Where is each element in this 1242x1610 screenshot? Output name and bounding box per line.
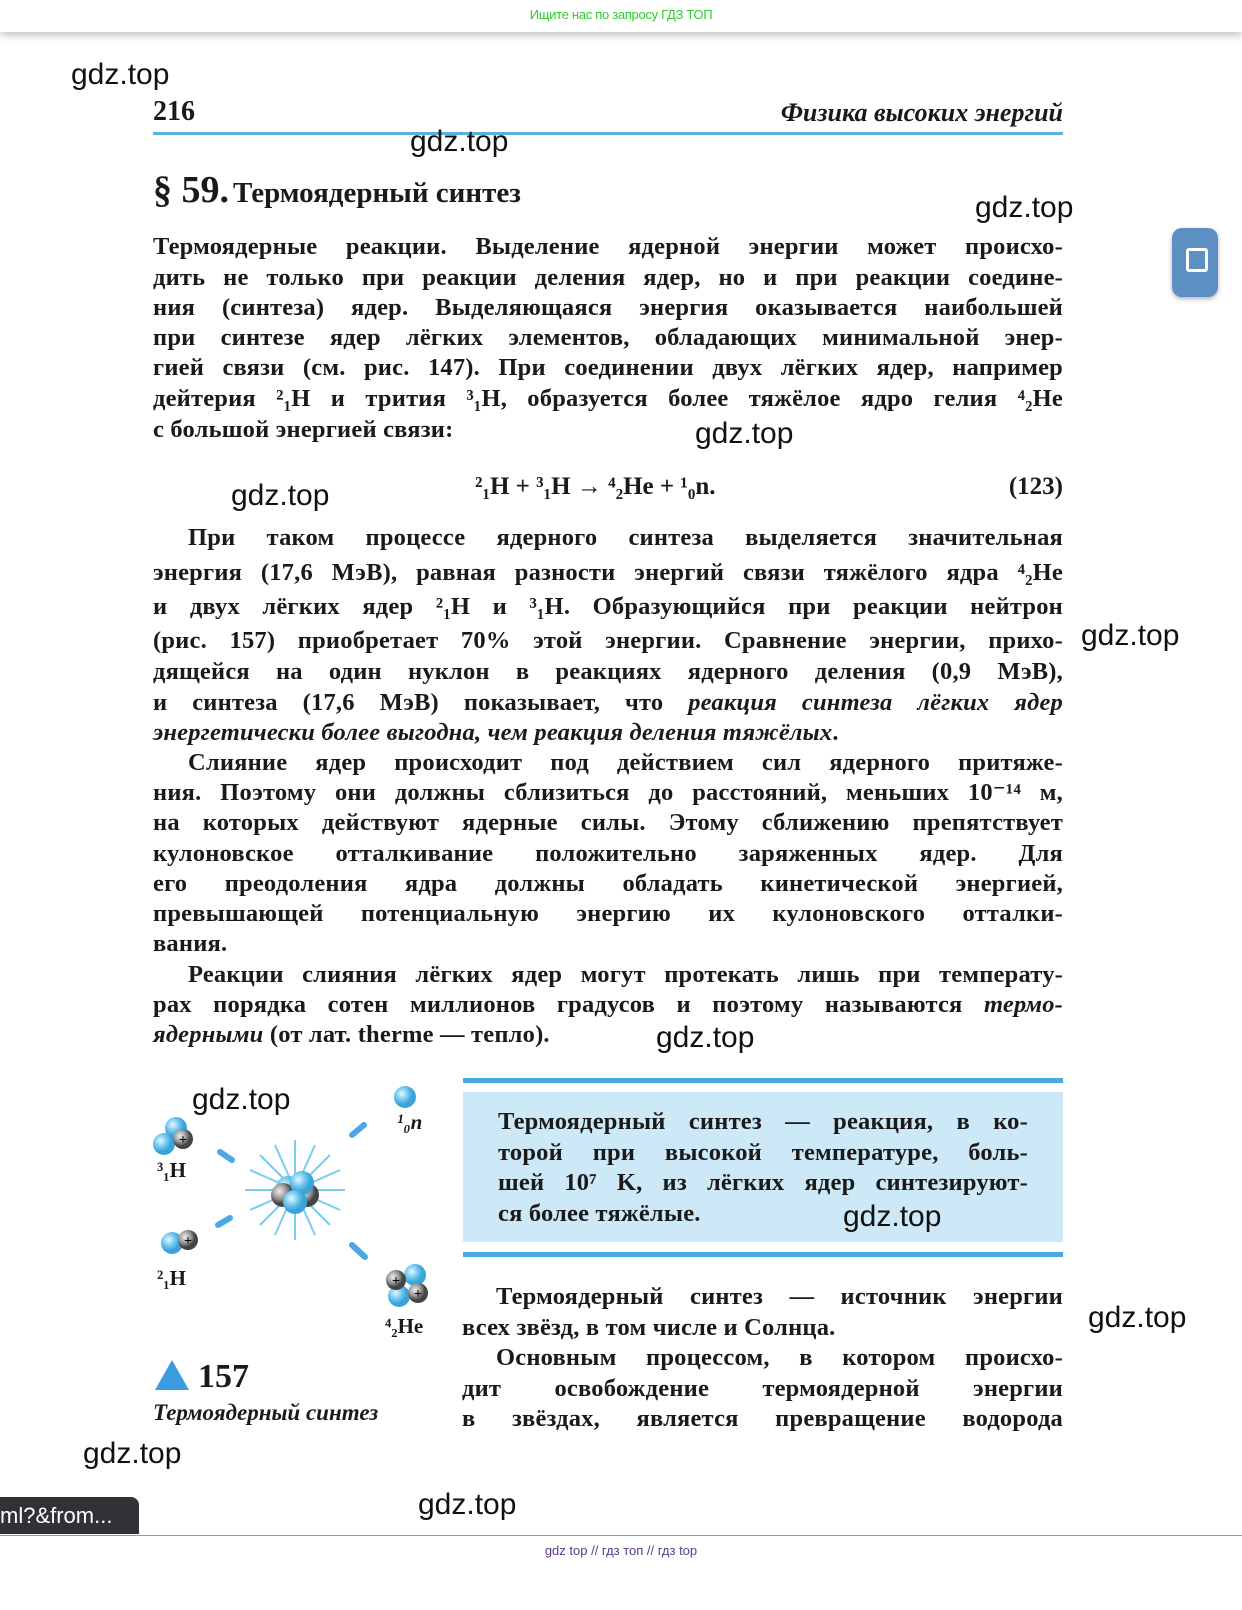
text-segment: его преодоления ядра должны обладать кинетической энергией,	[153, 870, 1063, 897]
text-line	[496, 1282, 1063, 1312]
text-line	[188, 748, 1063, 778]
text-segment: кулоновское отталкивание положительно заряженных ядер. Для	[153, 840, 1063, 867]
italic-text: термо-	[983, 991, 1063, 1018]
tritium-icon	[153, 1117, 193, 1155]
text-segment: и двух лёгких ядер ²₁H и ³₁H. Образующийся при реакции нейтрон	[153, 593, 1063, 620]
italic-text: реакция синтеза лёгких ядер	[688, 689, 1063, 716]
watermark: gdz.top	[192, 1083, 291, 1116]
text-line	[462, 1313, 1063, 1343]
text-line	[188, 523, 1063, 553]
text-segment: шей 10⁷ K, из лёгких ядер синтезируют-	[498, 1169, 1028, 1196]
text-segment: (рис. 157) приобретает 70% этой энергии. Сравнение энергии, прихо-	[153, 627, 1063, 654]
text-line	[153, 293, 1063, 323]
watermark: gdz.top	[71, 58, 170, 91]
footer-links[interactable]: gdz top // гдз топ // гдз top	[544, 1543, 698, 1558]
watermark: gdz.top	[1081, 619, 1180, 652]
text-segment: на которых действуют ядерные силы. Этому сближению препятствует	[153, 809, 1063, 836]
neutron-icon	[394, 1086, 416, 1108]
text-line	[498, 1168, 1028, 1198]
svg-text:+: +	[184, 1234, 192, 1249]
text-segment: всех звёзд, в том числе и Солнца.	[462, 1314, 836, 1341]
text-line	[153, 263, 1063, 293]
text-segment: в звёздах, является превращение водорода	[462, 1405, 1063, 1432]
text-segment: .	[832, 719, 839, 746]
equation-number: (123)	[1008, 473, 1063, 500]
watermark: gdz.top	[656, 1021, 755, 1054]
play-icon	[1186, 248, 1208, 272]
text-line	[153, 323, 1063, 353]
text-line	[153, 808, 1063, 838]
banner-text: Ищите нас по запросу ГДЗ ТОП	[529, 7, 713, 22]
equation-formula: ²₁H + ³₁H → ⁴₂He + ¹₀n.	[475, 473, 716, 500]
watermark: gdz.top	[695, 417, 794, 450]
text-line	[496, 1343, 1063, 1373]
text-segment: Термоядерный синтез — источник энергии	[496, 1283, 1063, 1310]
text-line	[153, 626, 1063, 656]
helium-label: ⁴₂He	[385, 1314, 424, 1338]
top-banner	[0, 0, 1242, 32]
text-segment: при синтезе ядер лёгких элементов, обладающих минимальной энер-	[153, 324, 1063, 351]
text-line	[153, 718, 1063, 748]
text-segment: вания.	[153, 930, 228, 957]
side-play-button[interactable]	[1172, 228, 1218, 297]
text-line	[153, 558, 1063, 588]
text-line	[153, 990, 1063, 1020]
text-line	[462, 1404, 1063, 1434]
text-segment: превышающей потенциальную энергию их кулоновского отталки-	[153, 900, 1063, 927]
text-segment: Выделение ядерной энергии может происхо-	[446, 233, 1063, 260]
url-tooltip: ml?&from...	[0, 1497, 139, 1534]
text-line	[153, 353, 1063, 383]
svg-text:+: +	[392, 1274, 400, 1289]
text-segment: дить не только при реакции деления ядер, но и при реакции соедине-	[153, 264, 1063, 291]
watermark: gdz.top	[1088, 1301, 1187, 1334]
footer-divider	[0, 1535, 1242, 1536]
watermark: gdz.top	[418, 1488, 517, 1521]
text-line	[153, 415, 1063, 445]
italic-text: энергетически более выгодна, чем реакция деления тяжёлых	[153, 719, 833, 746]
chapter-title: Физика высоких энергий	[780, 98, 1063, 127]
page-number: 216	[153, 96, 195, 127]
text-line	[498, 1107, 1028, 1137]
text-segment: дейтерия ²₁H и трития ³₁H, образуется более тяжёлое ядро гелия ⁴₂He	[153, 385, 1063, 412]
box-bottom-rule	[463, 1252, 1063, 1257]
tritium-label: ³₁H	[157, 1158, 186, 1182]
text-line	[153, 384, 1063, 414]
text-line	[498, 1199, 1028, 1229]
text-segment: ся более тяжёлые.	[498, 1200, 701, 1227]
helium-icon	[386, 1264, 428, 1307]
text-line	[188, 960, 1063, 990]
text-line	[153, 592, 1063, 622]
text-line	[153, 778, 1063, 808]
text-segment: Основным процессом, в котором происхо-	[496, 1344, 1063, 1371]
text-line	[153, 688, 1063, 718]
svg-text:+: +	[414, 1287, 422, 1302]
italic-text: ядерными	[153, 1021, 264, 1048]
text-line	[462, 1374, 1063, 1404]
text-segment: (от лат. therme — тепло).	[263, 1021, 550, 1048]
watermark: gdz.top	[410, 125, 509, 158]
section-heading	[153, 168, 521, 212]
text-segment: энергия (17,6 МэВ), равная разности энергий связи тяжёлого ядра ⁴₂He	[153, 559, 1063, 586]
box-top-rule	[463, 1078, 1063, 1083]
neutron-label: ¹₀n	[397, 1110, 423, 1134]
deuterium-label: ²₁H	[157, 1266, 186, 1290]
text-segment: гией связи (см. рис. 147). При соединении двух лёгких ядер, например	[153, 354, 1063, 381]
figure-triangle-icon	[155, 1360, 189, 1390]
text-segment: дит освобождение термоядерной энергии	[462, 1375, 1063, 1402]
text-segment: Реакции слияния лёгких ядер могут протекать лишь при температу-	[188, 961, 1063, 988]
text-line	[153, 899, 1063, 929]
text-line	[153, 1020, 1063, 1050]
text-segment: дящейся на один нуклон в реакциях ядерного деления (0,9 МэВ),	[153, 658, 1063, 685]
watermark: gdz.top	[231, 479, 330, 512]
text-segment: и синтеза (17,6 МэВ) показывает, что	[153, 689, 689, 716]
watermark: gdz.top	[975, 191, 1074, 224]
watermark: gdz.top	[843, 1200, 942, 1233]
deuterium-icon	[161, 1230, 198, 1254]
text-line	[153, 232, 1063, 262]
text-segment: При таком процессе ядерного синтеза выделяется значительная	[188, 524, 1063, 551]
text-segment: рах порядка сотен миллионов градусов и поэтому называются	[153, 991, 984, 1018]
text-segment: Слияние ядер происходит под действием сил ядерного притяже-	[188, 749, 1063, 776]
figure-caption: Термоядерный синтез	[153, 1400, 379, 1425]
section-number: § 59.	[153, 169, 229, 211]
text-segment: с большой энергией связи:	[153, 416, 454, 443]
header-divider	[153, 132, 1063, 135]
watermark: gdz.top	[83, 1437, 182, 1470]
text-segment: Термоядерный синтез — реакция, в ко-	[498, 1108, 1028, 1135]
svg-text:+: +	[179, 1133, 187, 1148]
section-title: Термоядерный синтез	[233, 177, 521, 209]
text-line	[153, 657, 1063, 687]
text-segment: торой при высокой температуре, боль-	[498, 1139, 1028, 1166]
text-line	[498, 1138, 1028, 1168]
text-line	[153, 839, 1063, 869]
figure-number: 157	[198, 1358, 249, 1395]
paragraph-heading: Термоядерные реакции.	[153, 233, 447, 260]
text-segment: ния (синтеза) ядер. Выделяющаяся энергия оказывается наибольшей	[153, 294, 1063, 321]
text-line	[153, 869, 1063, 899]
text-segment: ния. Поэтому они должны сблизиться до расстояний, меньших 10⁻¹⁴ м,	[153, 779, 1063, 806]
text-line	[153, 929, 1063, 959]
